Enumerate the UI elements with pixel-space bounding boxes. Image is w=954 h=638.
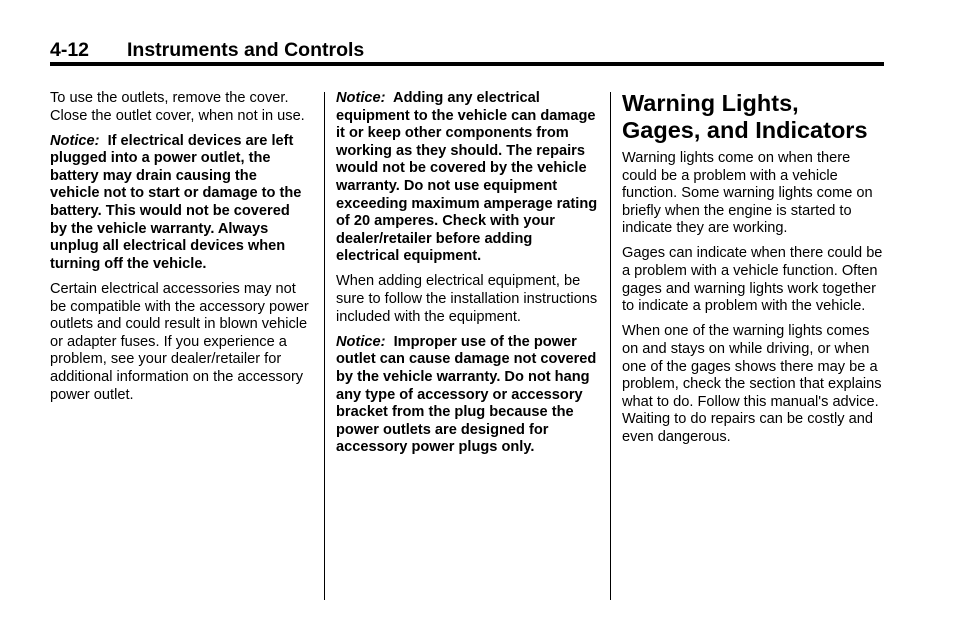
header-rule — [50, 62, 884, 66]
notice-label: Notice: — [336, 90, 386, 106]
notice-improper-use — [336, 334, 598, 457]
notice-label: Notice: — [336, 333, 386, 350]
column-left — [50, 90, 310, 412]
page-number: 4-12 — [50, 39, 90, 61]
column-divider-2 — [610, 92, 611, 600]
notice-battery-drain — [50, 133, 310, 274]
compatibility-paragraph: Certain electrical accessories may not be compatible with the accessory power outlets and could result in blown vehicle or adapter fuses. If you experience a problem, see your dealer/retailer for additional information on the accessory power outlet. — [50, 280, 309, 403]
column-right — [622, 90, 887, 454]
heading-line-1: Warning Lights, — [622, 90, 799, 116]
section-heading — [622, 90, 887, 144]
page-header — [50, 39, 884, 61]
column-divider-1 — [324, 92, 325, 600]
heading-line-2: Gages, and Indicators — [622, 117, 868, 143]
notice-text: If electrical devices are left plugged into a power outlet, the battery may drain causing the vehicle not to start or damage to the battery. This would not be covered by the vehicle warranty. Always unplug all electrical devices when turning off the vehicle. — [50, 132, 302, 272]
column-middle — [336, 90, 598, 464]
section-title: Instruments and Controls — [127, 39, 365, 61]
notice-electrical-equipment — [336, 90, 598, 266]
advice-paragraph: When one of the warning lights comes on and stays on while driving, or when one of the gages shows there may be a problem, check the section that explains what to do. Follow this manual's advice. Waiting to do repairs can be costly and even dangerous. — [622, 323, 882, 445]
warning-lights-paragraph: Warning lights come on when there could be a problem with a vehicle function. Some warning lights come on briefly when the engine is started to indicate they are working. — [622, 150, 873, 237]
outlet-cover-paragraph: To use the outlets, remove the cover. Close the outlet cover, when not in use. — [50, 90, 305, 124]
installation-paragraph: When adding electrical equipment, be sure to follow the installation instructions included with the equipment. — [336, 273, 598, 325]
notice-text: Adding any electrical equipment to the vehicle can damage it or keep other components from working as they should. The repairs would not be covered by the vehicle warranty. Do not use equipment exceeding maximum amperage rating of 20 amperes. Check with your dealer/retailer before adding electrical equipment. — [336, 90, 598, 265]
gages-paragraph: Gages can indicate when there could be a problem with a vehicle function. Often gages and warning lights work together to indicate a problem with the vehicle. — [622, 245, 883, 315]
notice-label: Notice: — [50, 132, 100, 149]
notice-text: Improper use of the power outlet can cause damage not covered by the vehicle warranty. Do not hang any type of accessory or accessory bracket from the plug because the power outlets are designed for accessory power plugs only. — [336, 333, 597, 456]
